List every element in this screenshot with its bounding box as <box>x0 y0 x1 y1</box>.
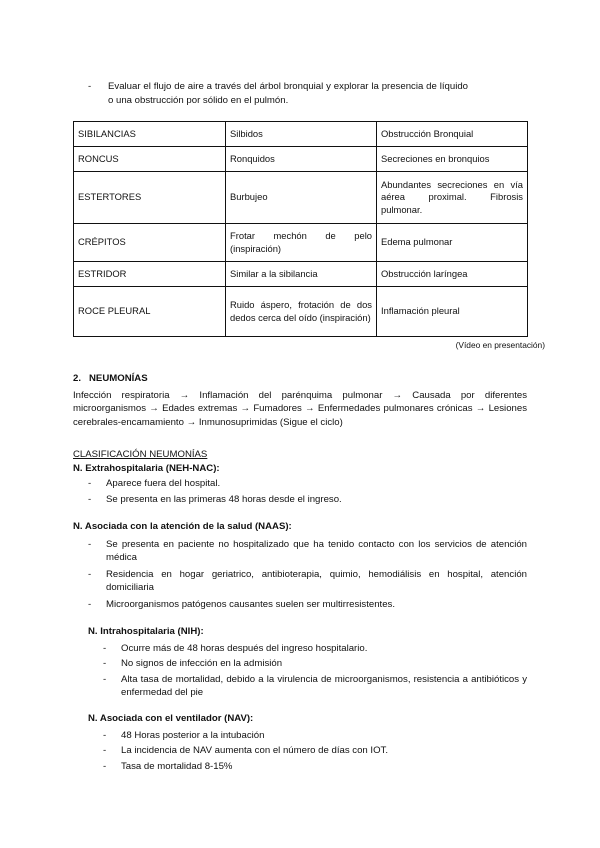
group-list <box>88 729 527 774</box>
list-item: - La incidencia de NAV aumenta con el número de días con IOT. <box>88 744 527 758</box>
list-item: - Se presenta en paciente no hospitalizado que ha tenido contacto con los servicios de atención médica <box>73 538 527 565</box>
table-cell: Obstrucción laríngea <box>377 262 528 287</box>
table-row <box>74 122 528 147</box>
table-cell: Secreciones en bronquios <box>377 147 528 172</box>
table-row <box>74 147 528 172</box>
group-nih <box>73 625 527 700</box>
table-row <box>74 224 528 262</box>
video-note: (Vídeo en presentación) <box>455 340 545 350</box>
list-item: - Aparece fuera del hospital. <box>73 477 527 491</box>
table-cell: Obstrucción Bronquial <box>377 122 528 147</box>
table-row <box>74 287 528 337</box>
table-cell: RONCUS <box>74 147 226 172</box>
group-title: N. Extrahospitalaria (NEH-NAC): <box>73 462 220 474</box>
table-cell: ROCE PLEURAL <box>74 287 226 337</box>
group-title: N. Intrahospitalaria (NIH): <box>88 626 204 637</box>
table-cell: Similar a la sibilancia <box>226 262 377 287</box>
table-row <box>74 172 528 224</box>
list-item: - Microorganismos patógenos causantes suelen ser multirresistentes. <box>73 598 527 612</box>
group-list <box>73 477 527 506</box>
breath-sounds-table <box>73 121 528 337</box>
group-title: N. Asociada con el ventilador (NAV): <box>88 713 254 724</box>
classification-heading <box>73 448 527 506</box>
table-cell: ESTERTORES <box>74 172 226 224</box>
bullet-dash: - <box>88 81 92 92</box>
list-item: - Residencia en hogar geriatrico, antibioterapia, quimio, hemodiálisis en hospital, atención domiciliaria <box>73 568 527 595</box>
section-title: 2. NEUMONÍAS <box>73 373 148 384</box>
list-item: - No signos de infección en la admisión <box>88 657 527 671</box>
group-naas <box>73 520 527 611</box>
list-item: - Ocurre más de 48 horas después del ingreso hospitalario. <box>88 642 527 656</box>
list-item: - Alta tasa de mortalidad, debido a la virulencia de microorganismos, resistencia a antibióticos y enfermedad del pie <box>88 673 527 700</box>
table-cell: ESTRIDOR <box>74 262 226 287</box>
intro-text: Evaluar el flujo de aire a través del árbol bronquial y explorar la presencia de líquido o una obstrucción por sólido en el pulmón. <box>108 81 468 106</box>
group-list <box>73 538 527 612</box>
group-title: N. Asociada con la atención de la salud (NAAS): <box>73 521 292 532</box>
group-list <box>88 642 527 700</box>
table-cell: Burbujeo <box>226 172 377 224</box>
list-item: - 48 Horas posterior a la intubación <box>88 729 527 743</box>
list-item: - Tasa de mortalidad 8-15% <box>88 760 527 774</box>
table-cell: Inflamación pleural <box>377 287 528 337</box>
table-cell: Silbidos <box>226 122 377 147</box>
table-cell: CRÉPITOS <box>74 224 226 262</box>
list-item: - Se presenta en las primeras 48 horas desde el ingreso. <box>73 493 527 507</box>
table-cell: Frotar mechón de pelo (inspiración) <box>226 224 377 262</box>
table-cell: Edema pulmonar <box>377 224 528 262</box>
section-flow-text: Infección respiratoria → Inflamación del parénquima pulmonar → Causada por diferentes microorganismos → Edades extremas → Fumadores → Enfermedades pulmonares crónicas → Lesiones cerebrales-encamamiento → Inmunosuprimidas (Sigue el ciclo) <box>73 389 527 428</box>
intro-bullet <box>88 80 468 107</box>
table-cell: Abundantes secreciones en vía aérea proximal. Fibrosis pulmonar. <box>377 172 528 224</box>
table-row <box>74 262 528 287</box>
table-cell: Ronquidos <box>226 147 377 172</box>
classification-title: CLASIFICACIÓN NEUMONÍAS <box>73 449 208 460</box>
table-cell: Ruido áspero, frotación de dos dedos cerca del oído (inspiración) <box>226 287 377 337</box>
table-cell: SIBILANCIAS <box>74 122 226 147</box>
section-neumonias <box>73 372 527 429</box>
group-nav <box>73 712 527 773</box>
